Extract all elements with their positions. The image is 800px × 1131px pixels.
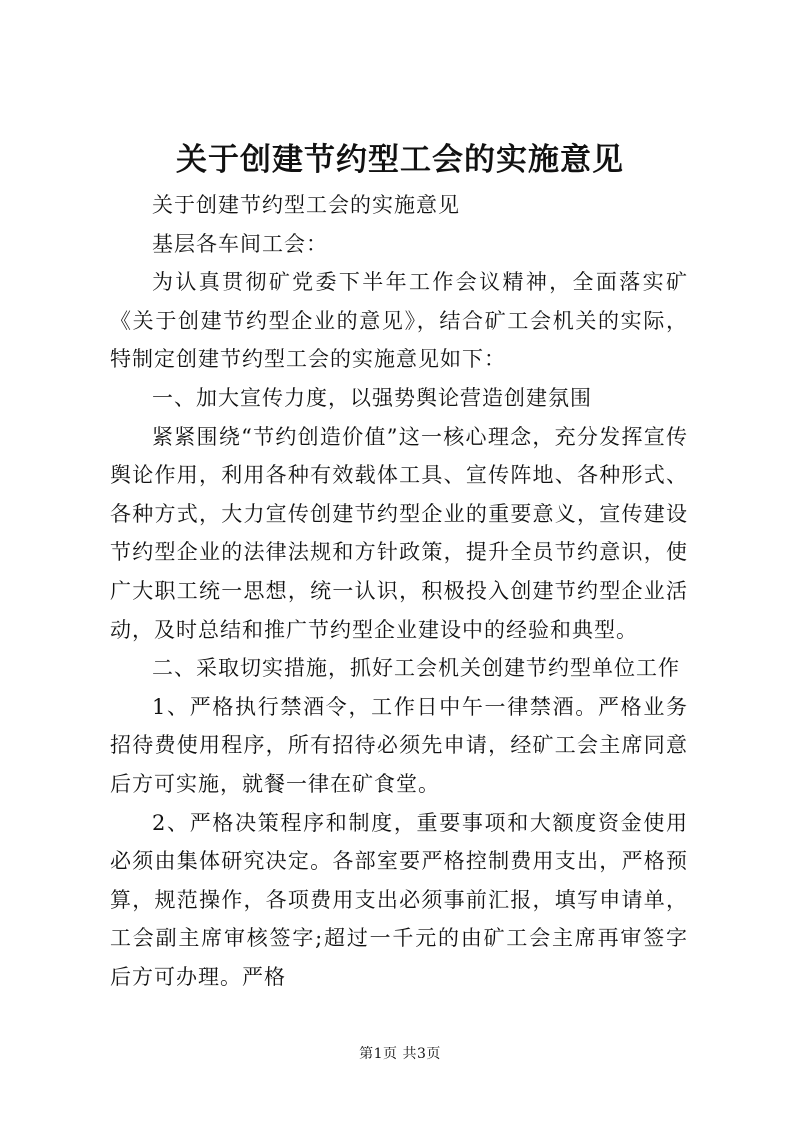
section-heading-2: 二、采取切实措施，抓好工会机关创建节约型单位工作 (152, 656, 680, 681)
paragraph-subtitle: 关于创建节约型工会的实施意见 (152, 193, 460, 217)
paragraph-item-2: 2、严格决策程序和制度，重要事项和大额度资金使用必须由集体研究决定。各部室要严格控制费用支出，严格预算，规范操作，各项费用支出必须事前汇报，填写申请单，工会副主席审核签字;超过一千元的由矿工会主席再审签字后方可办理。严格 (110, 810, 688, 989)
section-heading-1: 一、加大宣传力度，以强势舆论营造创建氛围 (152, 385, 592, 410)
page-footer: 第1页 共3页 (359, 1046, 441, 1062)
paragraph-item-1: 1、严格执行禁酒令，工作日中午一律禁酒。严格业务招待费使用程序，所有招待必须先申请，经矿工会主席同意后方可实施，就餐一律在矿食堂。 (110, 694, 688, 796)
document-body (110, 186, 688, 996)
document-title: 关于创建节约型工会的实施意见 (176, 142, 624, 178)
paragraph-section-1: 紧紧围绕“节约创造价值”这一核心理念，充分发挥宣传舆论作用，利用各种有效载体工具、宣传阵地、各种形式、各种方式，大力宣传创建节约型企业的重要意义，宣传建设节约型企业的法律法规和方针政策，提升全员节约意识，使广大职工统一思想，统一认识，积极投入创建节约型企业活动，及时总结和推广节约型企业建设中的经验和典型。 (110, 424, 688, 642)
paragraph-addressee: 基层各车间工会： (152, 231, 328, 256)
paragraph-intro: 为认真贯彻矿党委下半年工作会议精神，全面落实矿《关于创建节约型企业的意见》，结合矿工会机关的实际，特制定创建节约型工会的实施意见如下： (110, 270, 688, 372)
